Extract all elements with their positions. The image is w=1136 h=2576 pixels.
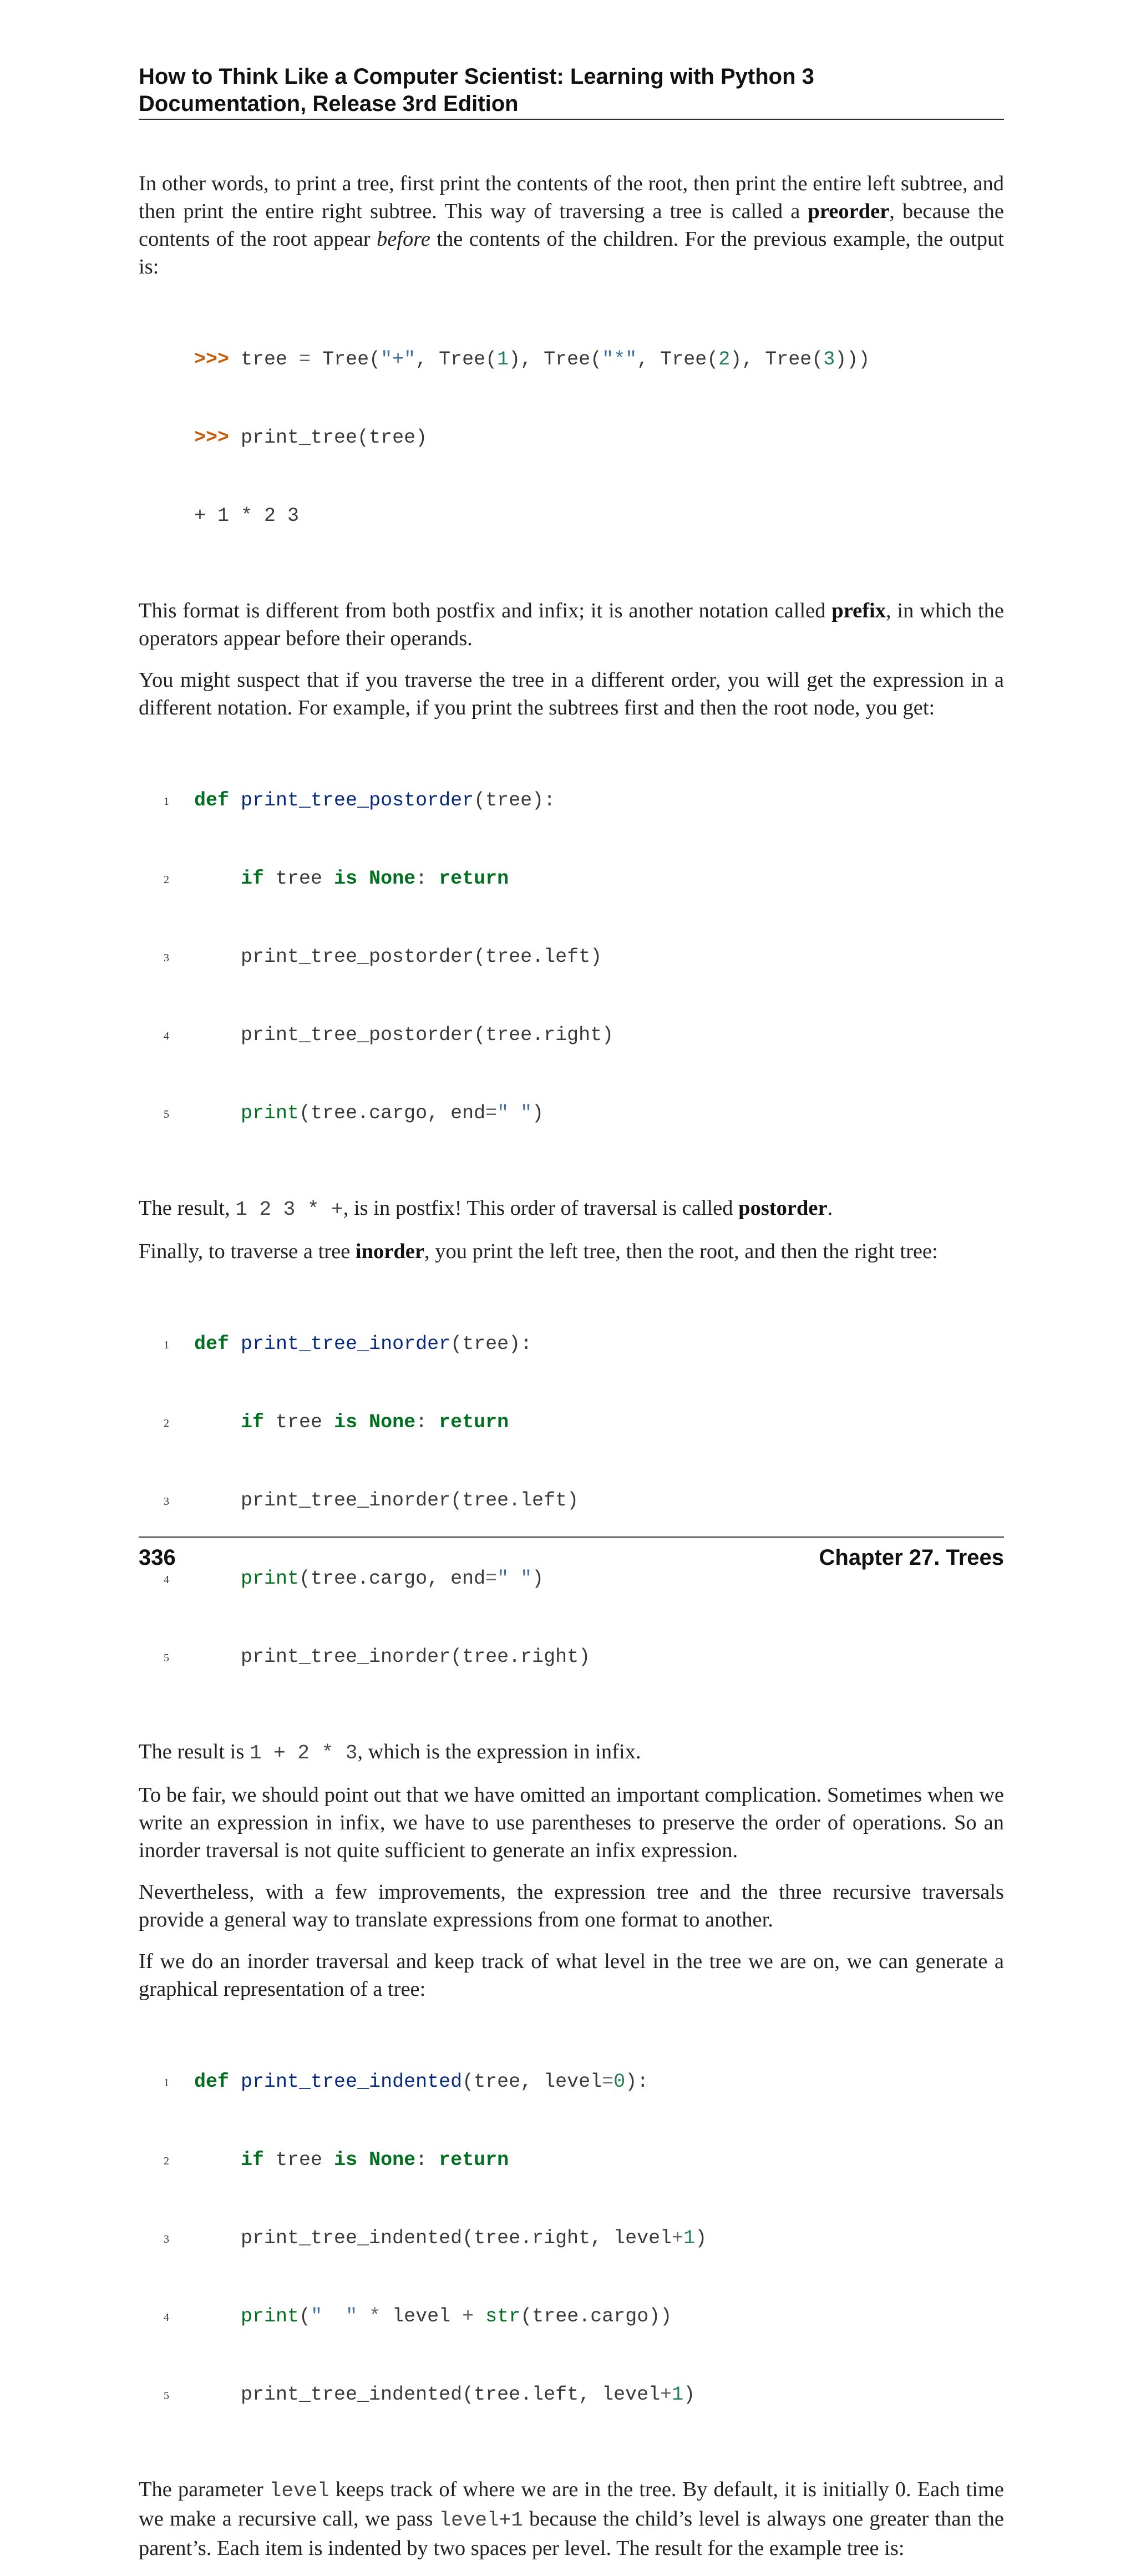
code-line: 3 print_tree_inorder(tree.left)	[139, 1488, 1004, 1514]
header-rule	[139, 119, 1004, 120]
paragraph-level-parameter: The parameter level keeps track of where we are in the tree. By default, it is initially 0. Each time we make a recursive call, we pass level+1 because the child’s level is always one greater than the parent’s. Each item is indented by two spaces per level. The result for the example tree is:	[139, 2478, 1005, 2560]
line-number: 1	[164, 2077, 169, 2089]
term-postorder: postorder	[738, 1196, 828, 1220]
code-line: >>> print_tree(tree)	[194, 427, 428, 449]
chapter-title: Chapter 27. Trees	[819, 1545, 1004, 1570]
line-number: 3	[164, 1495, 169, 1508]
code-line: 2 if tree is None: return	[139, 1409, 1004, 1436]
line-number: 5	[164, 1652, 169, 1664]
line-number: 3	[164, 2233, 169, 2245]
code-line: 5 print_tree_indented(tree.left, level+1)	[139, 2382, 1004, 2408]
code-line: 2 if tree is None: return	[139, 866, 1004, 892]
code-line: 1 def print_tree_inorder(tree):	[139, 1331, 1004, 1357]
footer-rule	[139, 1537, 1004, 1538]
line-number: 1	[164, 1339, 169, 1351]
line-number: 3	[164, 952, 169, 964]
code-line: 4 print_tree_postorder(tree.right)	[139, 1022, 1004, 1048]
code-line: 2 if tree is None: return	[139, 2147, 1004, 2173]
inline-code: 1 + 2 * 3	[249, 1742, 358, 1764]
inline-code: level+1	[439, 2509, 523, 2532]
code-output-line: + 1 * 2 3	[194, 505, 300, 527]
paragraph-improvements: Nevertheless, with a few improvements, the expression tree and the three recursive traversals provide a general way to translate expressions from one format to another.	[139, 1880, 1004, 1931]
header-title-line1: How to Think Like a Computer Scientist: Learning with Python 3	[139, 64, 814, 89]
line-number: 2	[164, 2155, 169, 2167]
body-content	[139, 170, 1004, 2576]
line-number: 2	[164, 1417, 169, 1429]
header-title-line2: Documentation, Release 3rd Edition	[139, 92, 519, 116]
running-footer	[139, 1537, 1004, 1571]
line-number: 4	[164, 2311, 169, 2324]
line-number: 5	[164, 2390, 169, 2402]
code-line: 4 print(tree.cargo, end=" ")	[139, 1566, 1004, 1592]
code-line: 1 def print_tree_postorder(tree):	[139, 788, 1004, 814]
code-line: 5 print(tree.cargo, end=" ")	[139, 1101, 1004, 1127]
code-block-inorder	[139, 1279, 1004, 1722]
inline-code: 1 2 3 * +	[235, 1198, 343, 1221]
code-block-preorder-example	[139, 295, 1004, 581]
code-line: 3 print_tree_postorder(tree.left)	[139, 944, 1004, 970]
inline-code: level	[269, 2479, 329, 2502]
paragraph-graphical: If we do an inorder traversal and keep track of what level in the tree we are on, we can generate a graphical representation of a tree:	[139, 1950, 1004, 2001]
code-line: 5 print_tree_inorder(tree.right)	[139, 1644, 1004, 1670]
emphasis-before: before	[376, 227, 430, 251]
page-number: 336	[139, 1545, 176, 1570]
paragraph-postorder-result: The result, 1 2 3 * +, is in postfix! This order of traversal is called postorder.	[139, 1196, 833, 1221]
running-header	[139, 63, 1004, 120]
paragraph-inorder-intro: Finally, to traverse a tree inorder, you print the left tree, then the root, and then the right tree:	[139, 1240, 938, 1263]
paragraph-complication: To be fair, we should point out that we have omitted an important complication. Sometimes when we write an expression in infix, we have to use parentheses to preserve the order of operations. So an inorder traversal is not quite sufficient to generate an infix expression.	[139, 1783, 1004, 1862]
line-number: 5	[164, 1108, 169, 1120]
code-block-indented	[139, 2017, 1004, 2460]
paragraph-prefix: This format is different from both postfix and infix; it is another notation called prefix, in which the operators appear before their operands.	[139, 599, 1004, 650]
code-line: >>> tree = Tree("+", Tree(1), Tree("*", Tree(2), Tree(3)))	[194, 348, 870, 371]
page	[139, 63, 1005, 2560]
code-line: 1 def print_tree_indented(tree, level=0):	[139, 2069, 1004, 2095]
term-prefix: prefix	[831, 599, 886, 622]
paragraph-different-order: You might suspect that if you traverse the tree in a different order, you will get the expression in a different notation. For example, if you print the subtrees first and then the root node, you get:	[139, 668, 1004, 719]
line-number: 4	[164, 1574, 169, 1586]
paragraph-preorder: In other words, to print a tree, first print the contents of the root, then print the entire left subtree, and then print the entire right subtree. This way of traversing a tree is called a preorder, because the contents of the root appear before the contents of the children. For the previous example, the output is:	[139, 172, 1004, 278]
line-number: 2	[164, 874, 169, 886]
code-line: 4 print(" " * level + str(tree.cargo))	[139, 2304, 1004, 2330]
term-inorder: inorder	[355, 1240, 424, 1263]
code-block-postorder	[139, 736, 1004, 1179]
code-line: 3 print_tree_indented(tree.right, level+1)	[139, 2225, 1004, 2252]
line-number: 1	[164, 795, 169, 808]
paragraph-infix-result: The result is 1 + 2 * 3, which is the expression in infix.	[139, 1740, 641, 1764]
line-number: 4	[164, 1030, 169, 1042]
term-preorder: preorder	[808, 200, 890, 223]
